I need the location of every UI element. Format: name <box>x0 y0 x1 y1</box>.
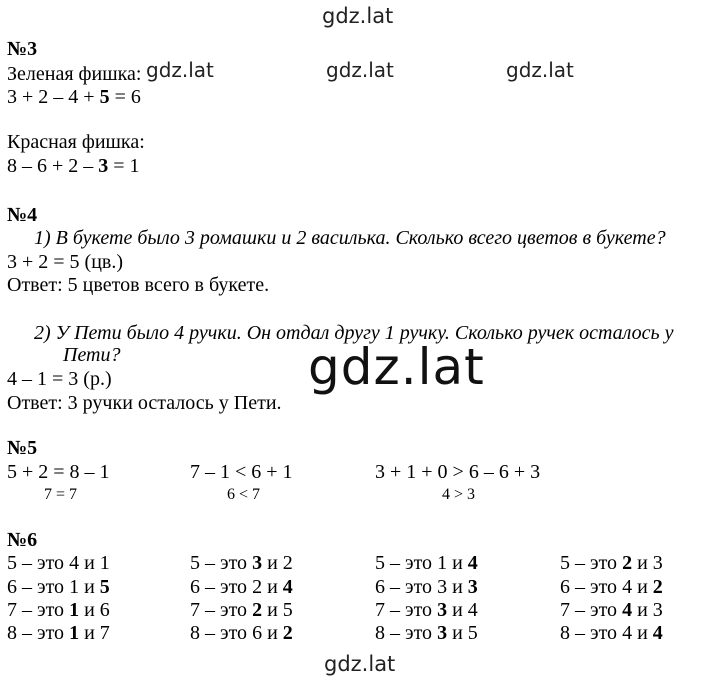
decomposition-item: 5 – это 4 и 1 <box>7 552 110 574</box>
decomposition-item: 8 – это 1 и 7 <box>7 622 110 644</box>
decomposition-item: 8 – это 4 и 4 <box>560 622 663 644</box>
task5-expr-1: 5 + 2 = 8 – 1 <box>7 461 110 483</box>
decomposition-item: 6 – это 1 и 5 <box>7 576 110 598</box>
decomposition-item: 8 – это 6 и 2 <box>190 622 293 644</box>
task3-title: №3 <box>7 38 38 60</box>
watermark-row-1: gdz.lat <box>146 58 214 82</box>
decomposition-item: 8 – это 3 и 5 <box>375 622 478 644</box>
decomposition-item: 5 – это 2 и 3 <box>560 552 663 574</box>
task4-question-2-line1: 2) У Пети было 4 ручки. Он отдал другу 1 ручку. Сколько ручек осталось у <box>34 322 674 344</box>
task3-green-label: Зеленая фишка: <box>7 63 142 85</box>
task6-title: №6 <box>7 529 38 551</box>
task3-red-label: Красная фишка: <box>7 131 145 153</box>
decomposition-item: 7 – это 3 и 4 <box>375 599 478 621</box>
task4-answer-2: Ответ: 3 ручки осталось у Пети. <box>7 392 282 414</box>
decomposition-item: 6 – это 4 и 2 <box>560 576 663 598</box>
decomposition-item: 7 – это 1 и 6 <box>7 599 110 621</box>
task5-title: №5 <box>7 437 38 459</box>
watermark-bottom: gdz.lat <box>324 652 396 676</box>
decomposition-item: 7 – это 2 и 5 <box>190 599 293 621</box>
task5-expr-3: 3 + 1 + 0 > 6 – 6 + 3 <box>375 461 541 483</box>
task4-question-2-line2: Пети? <box>63 344 121 366</box>
task3-green-expr: 3 + 2 – 4 + 5 = 6 <box>7 86 141 108</box>
task4-answer-1: Ответ: 5 цветов всего в букете. <box>7 274 270 296</box>
task4-title: №4 <box>7 204 38 226</box>
decomposition-item: 5 – это 3 и 2 <box>190 552 293 574</box>
decomposition-item: 6 – это 2 и 4 <box>190 576 293 598</box>
watermark-top: gdz.lat <box>322 4 394 28</box>
task4-calc-2: 4 – 1 = 3 (р.) <box>7 368 112 390</box>
task3-red-expr: 8 – 6 + 2 – 3 = 1 <box>7 155 140 177</box>
watermark-row-3: gdz.lat <box>506 58 574 82</box>
task5-result-1: 7 = 7 <box>44 486 78 503</box>
task4-question-1: 1) В букете было 3 ромашки и 2 василька. Сколько всего цветов в букете? <box>34 227 666 249</box>
task5-result-2: 6 < 7 <box>227 486 261 503</box>
task5-result-3: 4 > 3 <box>442 486 476 503</box>
watermark-row-2: gdz.lat <box>326 58 394 82</box>
task5-expr-2: 7 – 1 < 6 + 1 <box>190 461 293 483</box>
decomposition-item: 5 – это 1 и 4 <box>375 552 478 574</box>
task4-calc-1: 3 + 2 = 5 (цв.) <box>7 251 124 273</box>
decomposition-item: 6 – это 3 и 3 <box>375 576 478 598</box>
watermark-center: gdz.lat <box>308 338 485 396</box>
decomposition-item: 7 – это 4 и 3 <box>560 599 663 621</box>
